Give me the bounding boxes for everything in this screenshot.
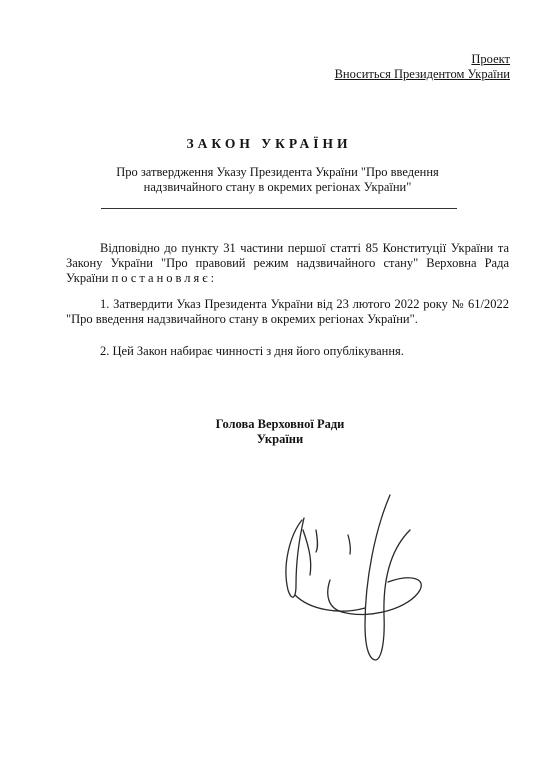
article-2: 2. Цей Закон набирає чинності з дня його опублікування. bbox=[100, 344, 404, 358]
title-divider bbox=[101, 208, 457, 209]
law-subtitle: Про затвердження Указу Президента України "Про введення надзвичайного стану в окремих регіонах України" bbox=[116, 165, 439, 194]
draft-header bbox=[335, 52, 510, 82]
handwritten-signature bbox=[270, 490, 440, 680]
signatory-org: України bbox=[256, 432, 304, 446]
preamble-paragraph bbox=[66, 241, 509, 286]
submitted-by-label: Вноситься Президентом України bbox=[334, 67, 510, 81]
article-1: 1. Затвердити Указ Президента України від 23 лютого 2022 року № 61/2022 "Про введення надзвичайного стану в окремих регіонах України". bbox=[66, 297, 509, 326]
signatory-position: Голова Верховної Ради bbox=[215, 417, 345, 431]
decree-word: постановляє: bbox=[111, 271, 218, 285]
draft-label: Проект bbox=[471, 52, 510, 66]
preamble-text: Відповідно до пункту 31 частини першої статті 85 Конституції України та Закону України "Про правовий режим надзвичайного стану" Верховна Рада України bbox=[66, 241, 509, 285]
law-title: ЗАКОН УКРАЇНИ bbox=[186, 136, 352, 151]
signatory-block bbox=[180, 417, 380, 447]
